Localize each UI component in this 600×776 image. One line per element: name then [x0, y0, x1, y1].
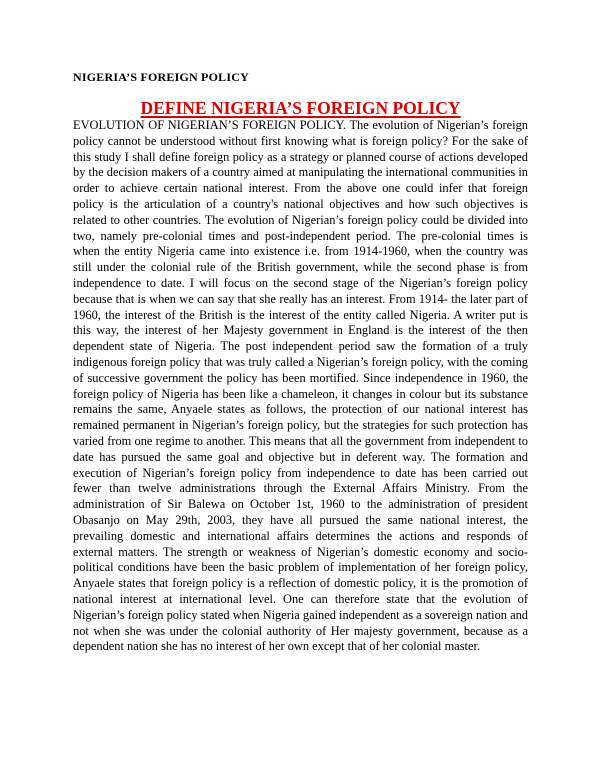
document-title: DEFINE NIGERIA’S FOREIGN POLICY	[140, 98, 461, 118]
body-paragraph: EVOLUTION OF NIGERIAN’S FOREIGN POLICY. The evolution of Nigerian’s foreign policy cannot be understood without first knowing what is foreign policy? For the sake of this study I shall define foreign policy as a strategy or planned course of actions developed by the decision makers of a country aimed at manipulating the international communities in order to achieve certain national interest. From the above one could infer that foreign policy is the articulation of a country's national objectives and how such objectives is related to other countries. The evolution of Nigerian’s foreign policy could be divided into two, namely pre-colonial times and post-independent period. The pre-colonial times is when the entity Nigeria came into existence i.e. from 1914-1960, when the country was still under the colonial rule of the British government, while the second phase is from independence to date. I will focus on the second stage of the Nigerian’s foreign policy because that is when we can say that she really has an interest. From 1914- the later part of 1960, the interest of the British is the interest of the entity called Nigeria. A writer put is this way, the interest of her Majesty government in England is the interest of the then dependent state of Nigeria. The post independent period saw the formation of a truly indigenous foreign policy that was truly called a Nigerian’s foreign policy, with the coming of successive government the policy has been mortified. Since independence in 1960, the foreign policy of Nigeria has been like a chameleon, it changes in colour but its substance remains the same, Anyaele states as follows, the protection of our national interest has remained permanent in Nigerian’s foreign policy, but the strategies for such protection has varied from one regime to another. This means that all the government from independent to date has pursued the same goal and objective but in deferent way. The formation and execution of Nigerian’s foreign policy from independence to date has been carried out fewer than twelve administrations through the External Affairs Ministry. From the administration of Sir Balewa on October 1st, 1960 to the administration of president Obasanjo on May 29th, 2003, they have all pursued the same national interest, the prevailing domestic and international affairs determines the actions and responds of external matters. The strength or weakness of Nigerian’s domestic economy and socio-political conditions have been the basic problem of implementation of her foreign policy, Anyaele states that foreign policy is a reflection of domestic policy, it is the promotion of national interest at international level. One can therefore state that the evolution of Nigerian’s foreign policy stated when Nigeria gained independent as a sovereign nation and not when she was under the colonial authority of Her majesty government, because as a dependent nation she has no interest of her own except that of her colonial master.	[73, 118, 528, 654]
document-heading: NIGERIA’S FOREIGN POLICY	[73, 70, 249, 84]
